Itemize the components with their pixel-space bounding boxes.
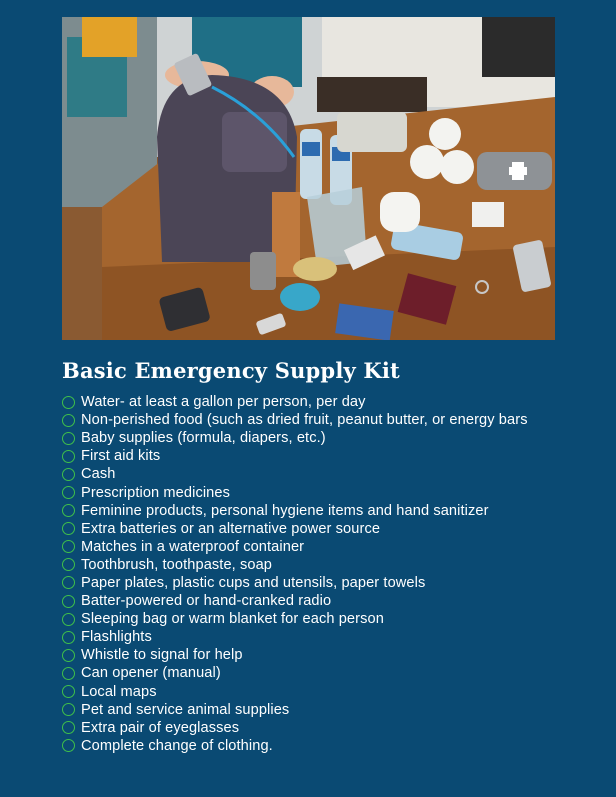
item-label: Feminine products, personal hygiene items and hand sanitizer [81, 502, 489, 519]
item-label: Pet and service animal supplies [81, 701, 290, 718]
item-label: Water- at least a gallon per person, per day [81, 394, 366, 411]
item-label: Toothbrush, toothpaste, soap [81, 556, 273, 573]
item-label: Cash [81, 466, 116, 483]
list-item [62, 483, 528, 501]
list-item [62, 719, 528, 737]
list-item [62, 664, 528, 682]
item-label: Complete change of clothing. [81, 737, 273, 754]
page-title: Basic Emergency Supply Kit [62, 358, 400, 383]
circle-bullet-icon [62, 739, 75, 752]
circle-bullet-icon [62, 432, 75, 445]
list-item [62, 628, 528, 646]
circle-bullet-icon [62, 522, 75, 535]
circle-bullet-icon [62, 396, 75, 409]
list-item [62, 701, 528, 719]
list-item [62, 646, 528, 664]
item-label: Prescription medicines [81, 484, 231, 501]
list-item [62, 592, 528, 610]
circle-bullet-icon [62, 649, 75, 662]
list-item [62, 465, 528, 483]
item-label: Whistle to signal for help [81, 647, 243, 664]
circle-bullet-icon [62, 721, 75, 734]
item-label: Local maps [81, 683, 157, 700]
list-item [62, 520, 528, 538]
list-item [62, 574, 528, 592]
circle-bullet-icon [62, 504, 75, 517]
list-item [62, 610, 528, 628]
item-label: Extra pair of eyeglasses [81, 719, 240, 736]
list-item [62, 502, 528, 520]
circle-bullet-icon [62, 486, 75, 499]
circle-bullet-icon [62, 613, 75, 626]
list-item [62, 556, 528, 574]
item-label: Matches in a waterproof container [81, 538, 305, 555]
list-item [62, 447, 528, 465]
circle-bullet-icon [62, 703, 75, 716]
circle-bullet-icon [62, 576, 75, 589]
list-item [62, 429, 528, 447]
item-label: First aid kits [81, 448, 161, 465]
circle-bullet-icon [62, 667, 75, 680]
list-item [62, 393, 528, 411]
circle-bullet-icon [62, 558, 75, 571]
item-label: Can opener (manual) [81, 665, 221, 682]
item-label: Sleeping bag or warm blanket for each person [81, 611, 384, 628]
list-item [62, 683, 528, 701]
item-label: Non-perished food (such as dried fruit, peanut butter, or energy bars [81, 412, 528, 429]
circle-bullet-icon [62, 685, 75, 698]
item-label: Baby supplies (formula, diapers, etc.) [81, 430, 326, 447]
list-item [62, 737, 528, 755]
item-label: Batter-powered or hand-cranked radio [81, 593, 332, 610]
circle-bullet-icon [62, 414, 75, 427]
supply-checklist [62, 393, 528, 755]
item-label: Paper plates, plastic cups and utensils, paper towels [81, 574, 426, 591]
circle-bullet-icon [62, 468, 75, 481]
list-item [62, 411, 528, 429]
item-label: Flashlights [81, 629, 152, 646]
item-label: Extra batteries or an alternative power source [81, 520, 381, 537]
list-item [62, 538, 528, 556]
circle-bullet-icon [62, 631, 75, 644]
circle-bullet-icon [62, 540, 75, 553]
circle-bullet-icon [62, 450, 75, 463]
circle-bullet-icon [62, 595, 75, 608]
emergency-kit-photo [62, 17, 555, 340]
